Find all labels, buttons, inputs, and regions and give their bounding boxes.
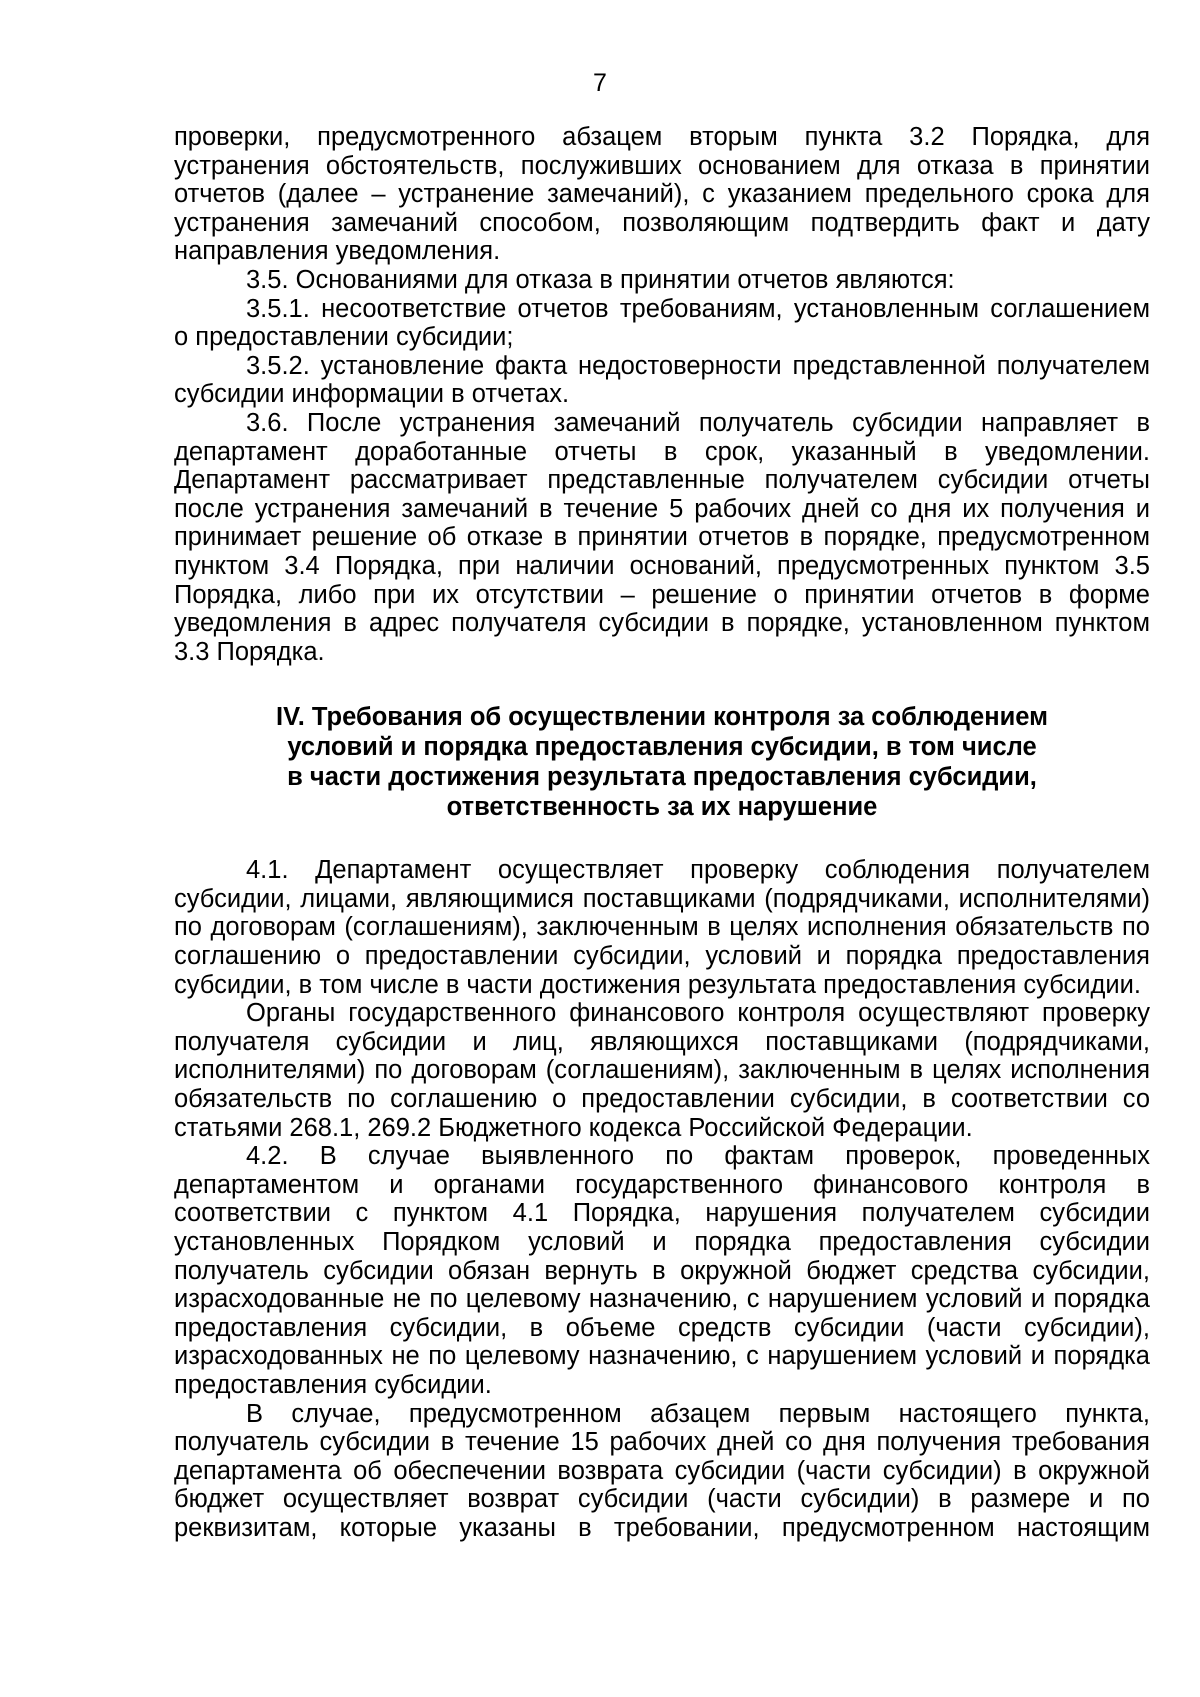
paragraph: 4.1. Департамент осуществляет проверку соблюдения получателем субсидии, лицами, являющимися поставщиками (подрядчиками, исполнителями) по договорам (соглашениям), заключенным в целях исполнения обязательств по соглашению о предоставлении субсидии, условий и порядка предоставления субсидии, в том числе в части достижения результата предоставления субсидии. (174, 856, 1150, 999)
section-heading-line: ответственность за их нарушение (446, 793, 878, 822)
section-heading-line: IV. Требования об осуществлении контроля за соблюдением (276, 703, 1048, 732)
paragraph: проверки, предусмотренного абзацем вторым пункта 3.2 Порядка, для устранения обстоятельств, послуживших основанием для отказа в принятии отчетов (далее – устранение замечаний), с указанием предельного срока для устранения замечаний способом, позволяющим подтвердить факт и дату направления уведомления. (174, 123, 1150, 266)
paragraph: 4.2. В случае выявленного по фактам проверок, проведенных департаментом и органами государственного финансового контроля в соответствии с пунктом 4.1 Порядка, нарушения получателем субсидии установленных Порядком условий и порядка предоставления субсидии получатель субсидии обязан вернуть в окружной бюджет средства субсидии, израсходованные не по целевому назначению, с нарушением условий и порядка предоставления субсидии, в объеме средств субсидии (части субсидии), израсходованных не по целевому назначению, с нарушением условий и порядка предоставления субсидии. (174, 1142, 1150, 1399)
section-3-paragraphs (174, 123, 1150, 666)
paragraph: 3.6. После устранения замечаний получатель субсидии направляет в департамент доработанные отчеты в срок, указанный в уведомлении. Департамент рассматривает представленные получателем субсидии отчеты после устранения замечаний в течение 5 рабочих дней со дня их получения и принимает решение об отказе в принятии отчетов в порядке, предусмотренном пунктом 3.4 Порядка, при наличии оснований, предусмотренных пунктом 3.5 Порядка, либо при их отсутствии – решение о принятии отчетов в форме уведомления в адрес получателя субсидии в порядке, установленном пунктом 3.3 Порядка. (174, 408, 1150, 666)
paragraph: 3.5.1. несоответствие отчетов требованиям, установленным соглашением о предоставлении субсидии; (174, 294, 1150, 352)
paragraph: 3.5.2. установление факта недостоверности представленной получателем субсидии информации в отчетах. (174, 351, 1150, 409)
paragraph: В случае, предусмотренном абзацем первым настоящего пункта, получатель субсидии в течение 15 рабочих дней со дня получения требования департамента об обеспечении возврата субсидии (части субсидии) в окружной бюджет осуществляет возврат субсидии (части субсидии) в размере и по реквизитам, которые указаны в требовании, предусмотренном настоящим (174, 1399, 1150, 1542)
paragraph: Органы государственного финансового контроля осуществляют проверку получателя субсидии и лиц, являющихся поставщиками (подрядчиками, исполнителями) по договорам (соглашениям), заключенным в целях исполнения обязательств по соглашению о предоставлении субсидии, в соответствии со статьями 268.1, 269.2 Бюджетного кодекса Российской Федерации. (174, 999, 1150, 1142)
document-body (174, 123, 1150, 1543)
section-heading-line: условий и порядка предоставления субсидии, в том числе (287, 733, 1037, 762)
section-heading (174, 702, 1150, 822)
page-number: 7 (593, 69, 607, 97)
paragraph: 3.5. Основаниями для отказа в принятии отчетов являются: (246, 265, 955, 294)
section-4-paragraphs (174, 856, 1150, 1542)
section-heading-line: в части достижения результата предоставления субсидии, (287, 763, 1037, 792)
